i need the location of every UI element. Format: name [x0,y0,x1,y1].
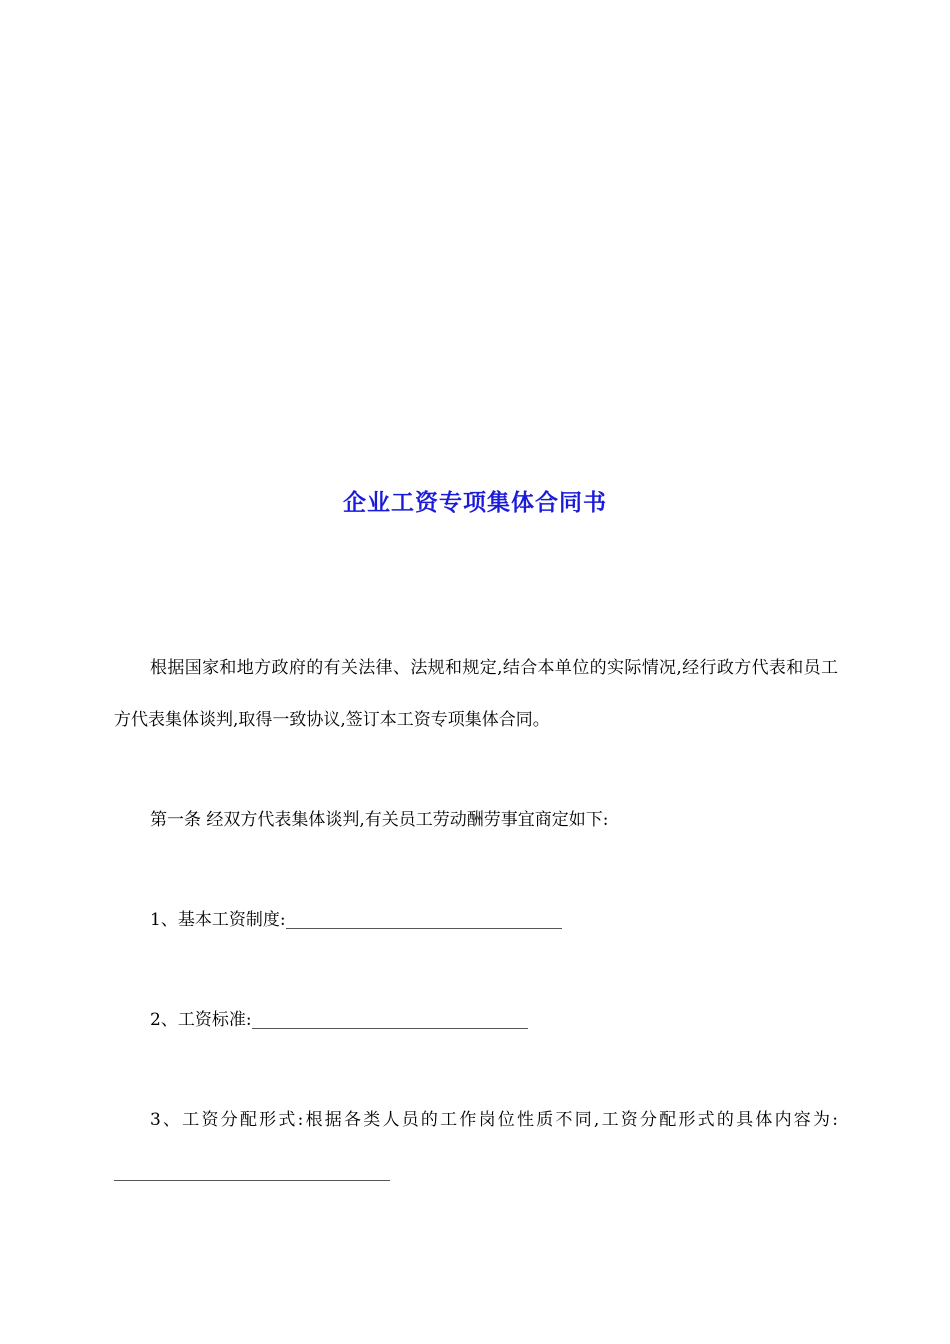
item-2-blank-line [252,1012,528,1029]
article-1-paragraph: 第一条 经双方代表集体谈判,有关员工劳动酬劳事宜商定如下: [150,810,609,830]
item-1-label: 1、基本工资制度: [150,910,286,930]
item-1-blank-line [286,912,562,929]
item-2-label: 2、工资标准: [150,1010,252,1030]
item-3-label: 3、工资分配形式:根据各类人员的工作岗位性质不同,工资分配形式的具体内容为: [150,1110,838,1130]
item-1-paragraph [114,894,838,946]
document-title: 企业工资专项集体合同书 [343,489,607,516]
item-3-blank-line [114,1164,390,1181]
item-2-paragraph [114,994,838,1046]
item-3-paragraph [114,1094,838,1198]
intro-paragraph: 根据国家和地方政府的有关法律、法规和规定,结合本单位的实际情况,经行政方代表和员工方代表集体谈判,取得一致协议,签订本工资专项集体合同。 [114,658,838,730]
